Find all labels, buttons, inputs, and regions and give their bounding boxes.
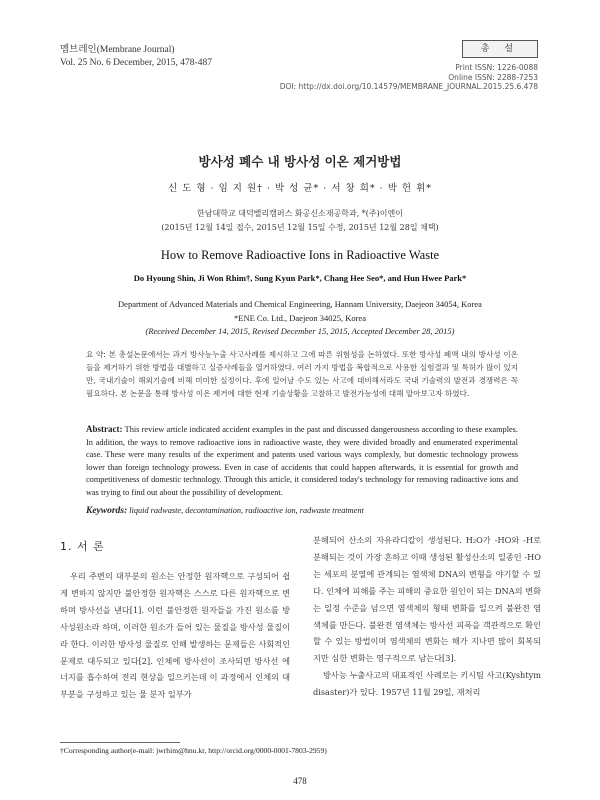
english-corp-affiliation: *ENE Co. Ltd., Daejeon 34025, Korea [234, 313, 366, 323]
keywords [86, 506, 518, 516]
korean-abstract [86, 348, 518, 400]
print-issn: Print ISSN: 1226-0088 [455, 63, 538, 72]
keywords-text: liquid radwaste, decontamination, radioactive ion, radwaste treatment [129, 506, 364, 515]
english-authors: Do Hyoung Shin, Ji Won Rhim†, Sung Kyun Park*, Chang Hee Seo*, and Hun Hwee Park* [133, 273, 467, 283]
english-abstract-text: This review article indicated accident examples in the past and discussed dangerousness according to these examples. In addition, the ways to remove radioactive ions in radioactive waste, they were divided broadly and enumerated experimental case. These were many results of the experiment and patents used various ways complexly, but domestic technology prowess lower than foreign technology prowess. Even in case of accidents that could happen afterwards, it is essential for growth and competitiveness of domestic technology. Through this article, it considered today's technology for removing radioactive ions and was trying to find out about the possibility of development. [86, 425, 518, 497]
korean-affiliation: 한남대학교 대덕밸리캠퍼스 화공신소재공학과, *(주)이엔이 [197, 209, 403, 218]
journal-name: 멤브레인(Membrane Journal) [60, 45, 175, 55]
korean-dates: (2015년 12월 14일 접수, 2015년 12월 15일 수정, 2015년 12월 28일 채택) [161, 223, 439, 232]
english-dates: (Received December 14, 2015, Revised December 15, 2015, Accepted December 28, 2015) [145, 326, 455, 336]
article-type-badge: 총 설 [462, 40, 538, 58]
korean-abstract-text: 본 총설논문에서는 과거 방사능누출 사고사례를 제시하고 그에 따른 위험성을 논하였다. 또한 방사성 폐액 내의 방사성 이온들을 제거하기 위한 방법을 대별하고 실증사례들을 열거하였다. 여러 가지 방법을 복합적으로 사용한 실험결과 및 특허가 많이 있지만, 국내기술이 해외기술에 비해 미미한 실정이다. 후에 일어날 수도 있는 사고에 대비해서라도 국내 기술력의 발전과 경쟁력은 꼭 필요하다. 본 논문을 통해 방사성 이온 제거에 대한 현재 기술상황을 고찰하고 발전가능성에 대해 알아보고자 하였다. [86, 350, 518, 398]
volume-info: Vol. 25 No. 6 December, 2015, 478-487 [60, 58, 212, 68]
english-affiliation: Department of Advanced Materials and Chemical Engineering, Hannam University, Daejeon 34054, Korea [118, 299, 482, 309]
korean-abstract-label: 요 약: [86, 350, 106, 359]
korean-title: 방사성 폐수 내 방사성 이온 제거방법 [198, 154, 402, 169]
body-right-column [313, 532, 541, 701]
journal-header [60, 44, 212, 70]
footnote: †Corresponding author(e-mail: jwrhim@hnu.kr, http://orcid.org/0000-0001-7803-2959) [60, 746, 327, 755]
section-heading: 1. 서 론 [60, 540, 105, 553]
body-paragraph: 방사능 누출사고의 대표적인 사례로는 키시팀 사고(Kyshtym disaster)가 있다. 1957년 11월 29일, 재처리 [313, 670, 541, 698]
body-left-column: 우리 주변의 대부분의 원소는 안정한 원자핵으로 구성되어 쉽게 변하지 않지만 불안정한 원자핵은 스스로 다른 원자핵으로 변하며 방사선을 낸다[1]. 이런 불안정한 원자들을 가진 원소를 방사성원소라 하며, 이러한 원소가 들어 있는 물질을 방사성 물질이라 한다. 이러한 방사성 물질로 인해 발생하는 문제들은 사회적인 문제로 대두되고 있다[2]. 인체에 방사선이 조사되면 방사선 에너지를 흡수하여 전리 현상을 일으키는데 이 과정에서 인체의 대부분을 구성하고 있는 물 분자 일부가 [60, 571, 290, 700]
english-abstract-label: Abstract: [86, 424, 123, 434]
keywords-label: Keywords: [86, 506, 128, 516]
page-number: 478 [293, 776, 307, 786]
doi-link[interactable]: DOI: http://dx.doi.org/10.14579/MEMBRANE_JOURNAL.2015.25.6.478 [279, 82, 538, 91]
korean-authors: 신 도 형 · 임 지 원† · 박 성 균* · 서 창 희* · 박 헌 휘* [167, 183, 433, 194]
english-title: How to Remove Radioactive Ions in Radioactive Waste [160, 248, 440, 262]
online-issn: Online ISSN: 2288-7253 [448, 72, 538, 82]
body-paragraph: 분해되어 산소의 자유라디칼이 생성된다. H₂O가 -HO와 -H로 분해되는 것이 가장 흔하고 이때 생성된 활성산소의 일종인 -HO는 세포의 분열에 관계되는 염색체 DNA의 변형을 야기할 수 있다. 인체에 피해를 주는 피해의 중요한 원인이 되는 DNA의 변화는 일정 수준을 넘으면 염색체의 형태 변화를 일으켜 불완전 염색체를 만든다. 불완전 염색체는 방사선 피폭을 객관적으로 확인할 수 있는 방법이며 염색체의 변화는 해가 지나면 많이 회복되지만 심한 변화는 영구적으로 남는다[3]. [313, 535, 541, 664]
footnote-divider [60, 742, 180, 743]
english-abstract [86, 423, 518, 500]
issn-block [280, 63, 538, 92]
